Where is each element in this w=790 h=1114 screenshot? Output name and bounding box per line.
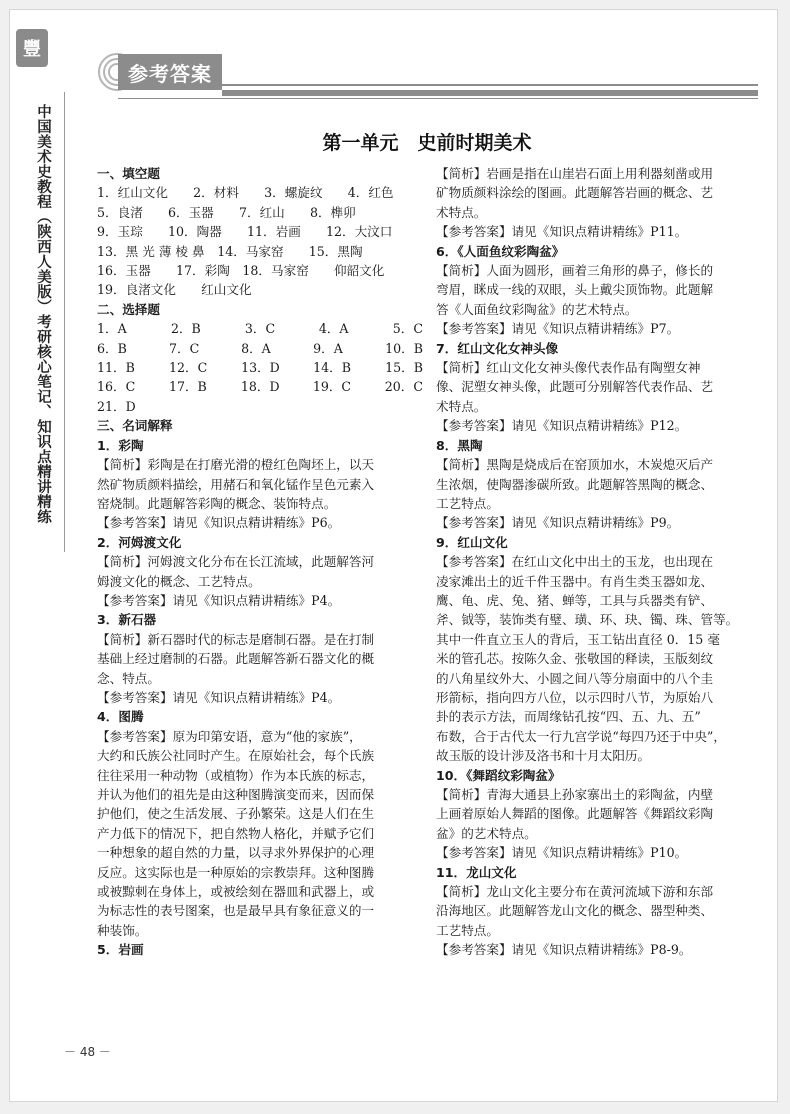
term-text-line: 【参考答案】请见《知识点精讲精练》P6。 [97,515,341,531]
term-text-line: 一种想象的超自然的力量，以寻求外界保护的心理 [97,845,375,861]
term-text-line: 鹰、龟、虎、兔、猪、蝉等，工具与兵器类有铲、 [436,592,714,608]
term-text-line: 术特点。 [436,204,487,220]
choice-answer-row [97,397,423,416]
term-text-line: 弯眉，眯成一线的双眼，头上戴尖顶饰物。此题解 [436,282,714,298]
term-text-line: 【简析】红山文化女神头像代表作品有陶塑女神 [436,360,701,376]
term-text-line: 的八角星纹外大、小圆之间八等分扇面中的八个圭 [436,670,714,686]
choice-answer: 15．B [385,360,423,376]
section-heading: 二、选择题 [97,301,160,317]
fill-answer-row: 16．玉器 17．彩陶 18．马家窑 仰韶文化 [97,263,385,279]
term-text-line: 种装饰。 [97,922,148,938]
choice-answer: 8．A [241,340,271,356]
choice-answer: 19．C [312,379,352,395]
fill-answer-row: 1．红山文化 2．材料 3．螺旋纹 4．红色 [97,185,394,201]
choice-answer: 18．D [240,379,280,395]
choice-answer: 4．A [318,321,349,337]
term-text-line: 念、特点。 [97,670,160,686]
term-text-line: 布数，合于古代太一行九宫学说“每四乃还于中央”， [436,728,726,744]
term-text-line: 【简析】青海大通县上孙家寨出土的彩陶盆，内壁 [436,787,714,802]
term-text-line: 窑烧制。此题解答彩陶的概念、装饰特点。 [97,495,337,511]
term-text-line: 往往采用一种动物（或植物）作为本氏族的标志， [97,767,375,783]
banner-rule [222,84,758,86]
term-text-line: 矿物质颜料涂绘的图画。此题解答岩画的概念、艺 [436,185,714,201]
choice-answer: 5．C [392,321,423,337]
term-text-line: 【简析】龙山文化主要分布在黄河流域下游和东部 [436,884,714,900]
choice-answer: 9．A [313,340,343,356]
term-text-line: 卦的表示方法，而周缘钻孔按“四、五、九、五” [436,709,701,725]
choice-answer-row [97,377,423,396]
term-title: 4．图腾 [97,709,144,725]
term-text-line: 【参考答案】请见《知识点精讲精练》P11。 [436,224,688,240]
term-text-line: 沿海地区。此题解答龙山文化的概念、器型种类、 [436,903,714,919]
term-text-line: 【参考答案】请见《知识点精讲精练》P4。 [97,689,341,705]
term-title: 7．红山文化女神头像 [436,340,559,356]
choice-answer: 3．C [244,321,276,337]
term-text-line: 【参考答案】请见《知识点精讲精练》P8-9。 [436,942,692,958]
term-title: 9．红山文化 [436,534,508,550]
fill-answer-row: 13．黑 光 薄 棱 鼻 14．马家窑 15．黑陶 [97,243,363,259]
term-text-line: 答《人面鱼纹彩陶盆》的艺术特点。 [436,301,638,317]
term-text-line: 术特点。 [436,398,487,414]
fill-answer-row: 9．玉琮 10．陶器 11．岩画 12．大汶口 [97,224,393,240]
spine-divider [64,92,65,552]
term-text-line: 像、泥塑女神头像，此题可分别解答代表作品、艺 [436,379,714,395]
term-text-line: 【参考答案】请见《知识点精讲精练》P10。 [436,845,688,861]
choice-answer-row [97,319,423,338]
term-text-line: 【简析】黑陶是烧成后在窑顶加水，木炭熄灭后产 [436,457,714,473]
term-text-line: 大约和氏族公社同时产生。在原始社会，每个氏族 [97,748,375,764]
page-number: － 48 － [64,1045,111,1059]
choice-answer: 6．B [97,340,127,356]
unit-title: 第一单元 史前时期美术 [322,132,532,154]
term-text-line: 产力低下的情况下，把自然物人格化，并赋予它们 [97,825,375,841]
choice-answer: 1．A [97,321,127,337]
term-text-line: 形箭标，指向四方八位，以示四时八节，为原始八 [436,689,714,705]
book-title-vertical: 中国美术史教程（陕西人美版）考研核心笔记、知识点精讲精练 [35,104,51,524]
term-title: 1．彩陶 [97,437,144,453]
term-text-line: 【参考答案】请见《知识点精讲精练》P9。 [436,515,680,531]
term-text-line: 反应。这实际也是一种原始的宗教崇拜。这种图腾 [97,864,375,880]
choice-answers [97,319,423,416]
term-text-line: 【简析】人面为圆形，画着三角形的鼻子，修长的 [436,263,714,279]
term-text-line: 斧、钺等，装饰类有璧、璜、环、玦、镯、珠、管等。 [436,612,739,628]
term-text-line: 【简析】河姆渡文化分布在长江流域，此题解答河 [97,554,375,570]
term-text-line: 【参考答案】在红山文化中出土的玉龙，也出现在 [436,554,714,570]
choice-answer: 11．B [97,360,135,376]
term-text-line: 护他们，使之生活发展、子孙繁荣。这是人们在生 [97,806,375,822]
term-text-line: 或被黥刺在身体上，或被绘刻在器皿和武器上，或 [97,884,375,900]
section-heading: 三、名词解释 [97,418,173,434]
choice-answer: 20．C [384,379,424,395]
term-text-line: 盆》的艺术特点。 [436,825,537,841]
term-title: 3．新石器 [97,612,157,628]
term-title: 6．《人面鱼纹彩陶盆》 [436,243,565,259]
section-banner: 参考答案 [118,54,222,90]
choice-answer: 16．C [97,379,136,395]
term-explanations [97,436,423,960]
choice-answer-row [97,358,423,377]
choice-answer: 7．C [169,340,200,356]
term-title: 11．龙山文化 [436,864,517,880]
term-text-line: 工艺特点。 [436,922,499,938]
choice-answer: 21．D [97,398,136,414]
term-text-line: 【参考答案】原为印第安语，意为“他的家族”， [97,728,362,744]
term-explanations-continued [436,164,762,960]
term-text-line: 【参考答案】请见《知识点精讲精练》P4。 [97,592,341,608]
fill-answers [97,183,423,299]
term-text-line: 并认为他们的祖先是由这种图腾演变而来，因而保 [97,787,375,802]
choice-answer: 17．B [168,379,207,395]
term-text-line: 米的管孔芯。按陈久金、张敬国的释读，玉版刻纹 [436,651,714,667]
right-column [436,164,762,960]
term-text-line: 【参考答案】请见《知识点精讲精练》P7。 [436,321,680,337]
term-text-line: 生浓烟，使陶器渗碳所致。此题解答黑陶的概念、 [436,476,714,492]
term-text-line: 【参考答案】请见《知识点精讲精练》P12。 [436,418,688,434]
section-heading: 一、填空题 [97,166,160,181]
term-text-line: 上画着原始人舞蹈的图像。此题解答《舞蹈纹彩陶 [436,806,714,822]
term-text-line: 为标志性的表号图案，也是最早具有象征意义的一 [97,903,375,919]
choice-answer: 10．B [385,340,423,356]
term-text-line: 姆渡文化的概念、工艺特点。 [97,573,261,589]
term-text-line: 其中一件直立玉人的背后，玉工钻出直径 0．15 毫 [436,631,720,647]
term-text-line: 故玉版的设计涉及洛书和十月太阳历。 [436,748,651,764]
term-title: 2．河姆渡文化 [97,534,182,550]
term-text-line: 凌家滩出土的近千件玉器中。有肖生类玉器如龙、 [436,573,714,589]
term-text-line: 【简析】新石器时代的标志是磨制石器。是在打制 [97,631,375,647]
choice-answer: 13．D [241,360,280,376]
banner-rule-thick [222,90,758,96]
term-title: 10．《舞蹈纹彩陶盆》 [436,767,561,783]
banner-rule-thin [118,98,758,99]
term-text-line: 工艺特点。 [436,495,499,511]
term-title: 8．黑陶 [436,437,483,453]
choice-answer: 14．B [313,360,351,376]
term-text-line: 【简析】彩陶是在打磨光滑的橙红色陶坯上，以天 [97,457,375,473]
choice-answer-row [97,339,423,358]
term-title: 5．岩画 [97,942,144,958]
term-text-line: 基础上经过磨制的石器。此题解答新石器文化的概 [97,651,375,667]
choice-answer: 12．C [169,360,208,376]
term-text-line: 然矿物质颜料描绘，用赭石和氧化锰作呈色元素入 [97,476,375,492]
publisher-logo-icon: 豐 [16,29,48,67]
choice-answer: 2．B [170,321,201,337]
term-text-line: 【简析】岩画是指在山崖岩石面上用利器刻凿或用 [436,166,714,181]
left-column [97,164,423,960]
fill-answer-row: 19．良渚文化 红山文化 [97,282,252,298]
fill-answer-row: 5．良渚 6．玉器 7．红山 8．榫卯 [97,204,356,220]
